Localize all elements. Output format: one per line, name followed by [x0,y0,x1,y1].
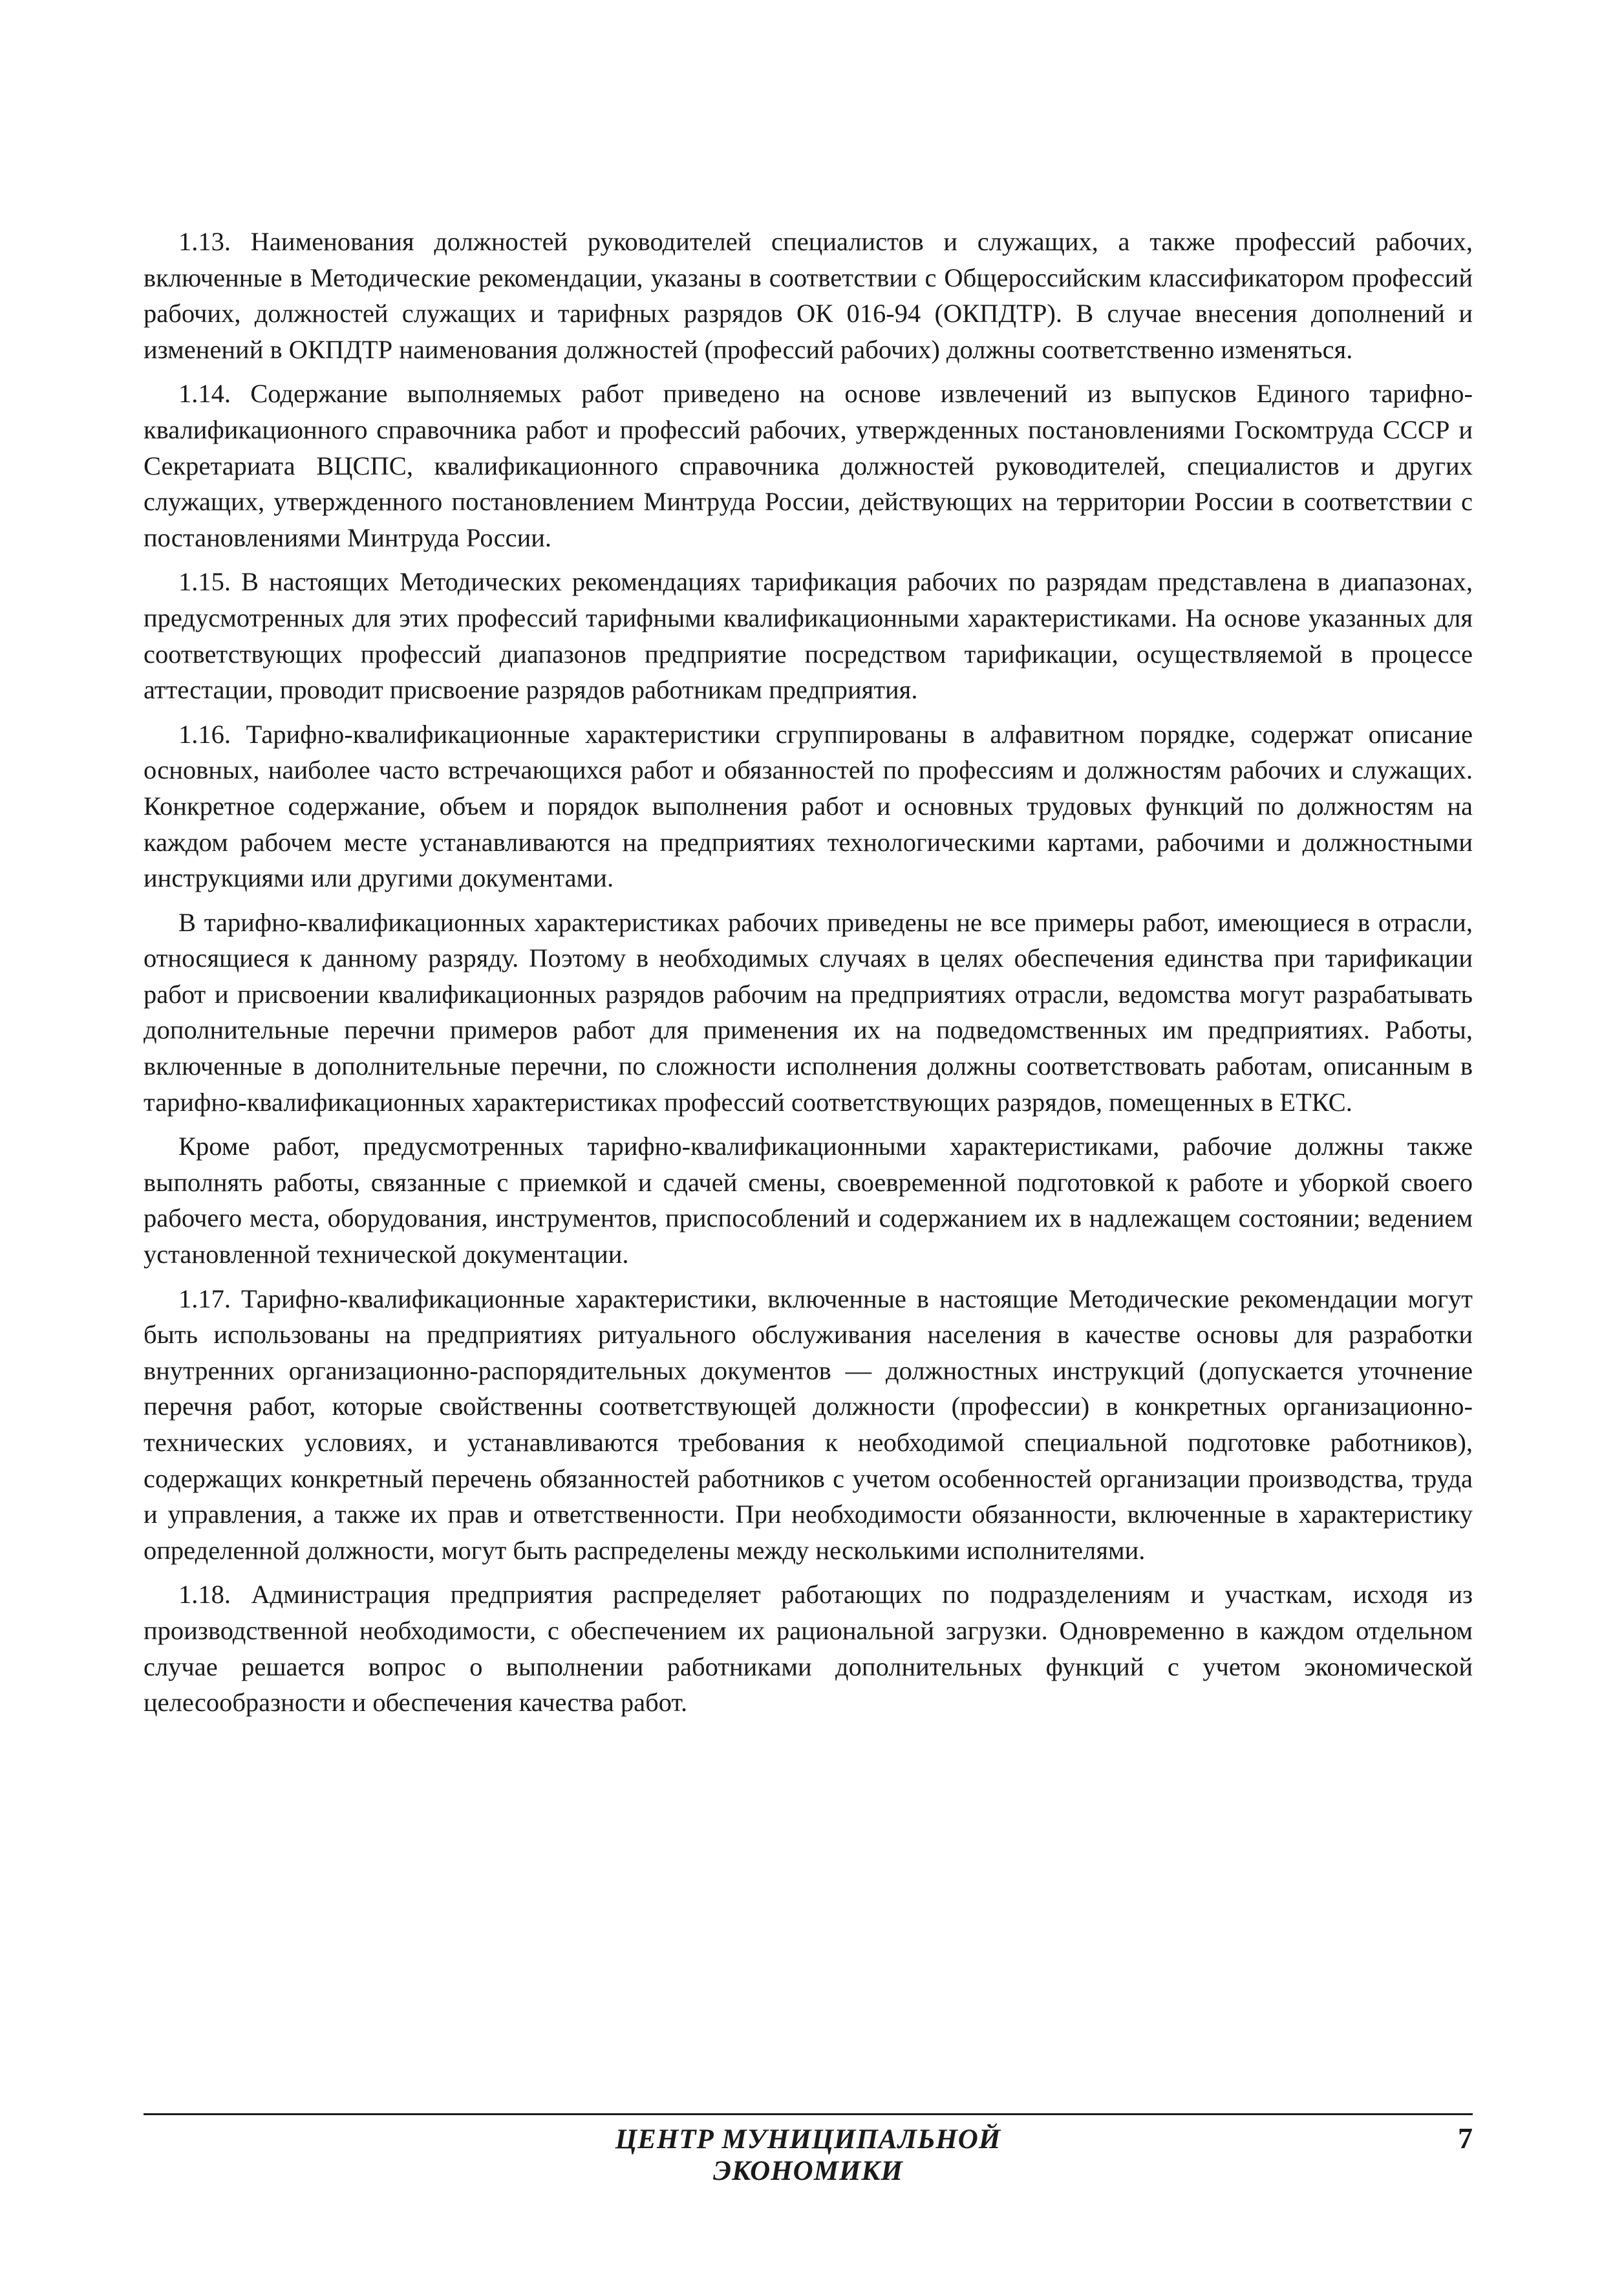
page-number: 7 [1458,2122,1473,2155]
paragraph-1-16: 1.16. Тарифно-квалификационные характеристики сгруппированы в алфавитном порядке, содержат описание основных, наиболее часто встречающихся работ и обязанностей по профессиям и должностям рабочих и служащих. Конкретное содержание, объем и порядок выполнения работ и основных трудовых функций по должностям на каждом рабочем месте устанавливаются на предприятиях технологическими картами, рабочими и должностными инструкциями или другими документами. [144,719,1473,893]
paragraph-examples: В тарифно-квалификационных характеристиках рабочих приведены не все примеры работ, имеющиеся в отрасли, относящиеся к данному разряду. Поэтому в необходимых случаях в целях обеспечения единства при тарификации работ и присвоении квалификационных разрядов рабочим на предприятиях отрасли, ведомства могут разрабатывать дополнительные перечни примеров работ для применения их на подведомственных им предприятиях. Работы, включенные в дополнительные перечни, по сложности исполнения должны соответствовать работам, описанным в тарифно-квалификационных характеристиках профессий соответствующих разрядов, помещенных в ЕТКС. [144,907,1473,1117]
paragraph-1-13: 1.13. Наименования должностей руководителей специалистов и служащих, а также профессий рабочих, включенные в Методические рекомендации, указаны в соответствии с Общероссийским классификатором профессий рабочих, должностей служащих и тарифных разрядов ОК 016-94 (ОКПДТР). В случае внесения дополнений и изменений в ОКПДТР наименования должностей (профессий рабочих) должны соответственно изменяться. [144,227,1473,364]
paragraph-additional-duties: Кроме работ, предусмотренных тарифно-квалификационными характеристиками, рабочие должны также выполнять работы, связанные с приемкой и сдачей смены, своевременной подготовкой к работе и уборкой своего рабочего места, оборудования, инструментов, приспособлений и содержанием их в надлежащем состоянии; ведением установленной технической документации. [144,1132,1473,1269]
body-text [144,224,1473,1729]
paragraph-1-18: 1.18. Администрация предприятия распределяет работающих по подразделениям и участкам, исходя из производственной необходимости, с обеспечением их рациональной загрузки. Одновременно в каждом отдельном случае решается вопрос о выполнении работниками дополнительных функций с учетом экономической целесообразности и обеспечения качества работ. [144,1580,1473,1717]
paragraph-1-17: 1.17. Тарифно-квалификационные характеристики, включенные в настоящие Методические рекомендации могут быть использованы на предприятиях ритуального обслуживания населения в качестве основы для разработки внутренних организационно-распорядительных документов — должностных инструкций (допускается уточнение перечня работ, которые свойственны соответствующей должности (профессии) в конкретных организационно-технических условиях, и устанавливаются требования к необходимой специальной подготовке работников), содержащих конкретный перечень обязанностей работников с учетом особенностей организации производства, труда и управления, а также их прав и ответственности. При необходимости обязанности, включенные в характеристику определенной должности, могут быть распределены между несколькими исполнителями. [144,1284,1473,1565]
footer-divider [144,2113,1473,2115]
paragraph-1-15: 1.15. В настоящих Методических рекомендациях тарификация рабочих по разрядам представлена в диапазонах, предусмотренных для этих профессий тарифными квалификационными характеристиками. На основе указанных для соответствующих профессий диапазонов предприятие посредством тарификации, осуществляемой в процессе аттестации, проводит присвоение разрядов работникам предприятия. [144,567,1473,705]
paragraph-1-14: 1.14. Содержание выполняемых работ приведено на основе извлечений из выпусков Единого тарифно-квалификационного справочника работ и профессий рабочих, утвержденных постановлениями Госкомтруда СССР и Секретариата ВЦСПС, квалификационного справочника должностей руководителей, специалистов и других служащих, утвержденного постановлением Минтруда России, действующих на территории России в соответствии с постановлениями Минтруда России. [144,379,1473,552]
footer-title: ЦЕНТР МУНИЦИПАЛЬНОЙ ЭКОНОМИКИ [615,2124,1001,2186]
